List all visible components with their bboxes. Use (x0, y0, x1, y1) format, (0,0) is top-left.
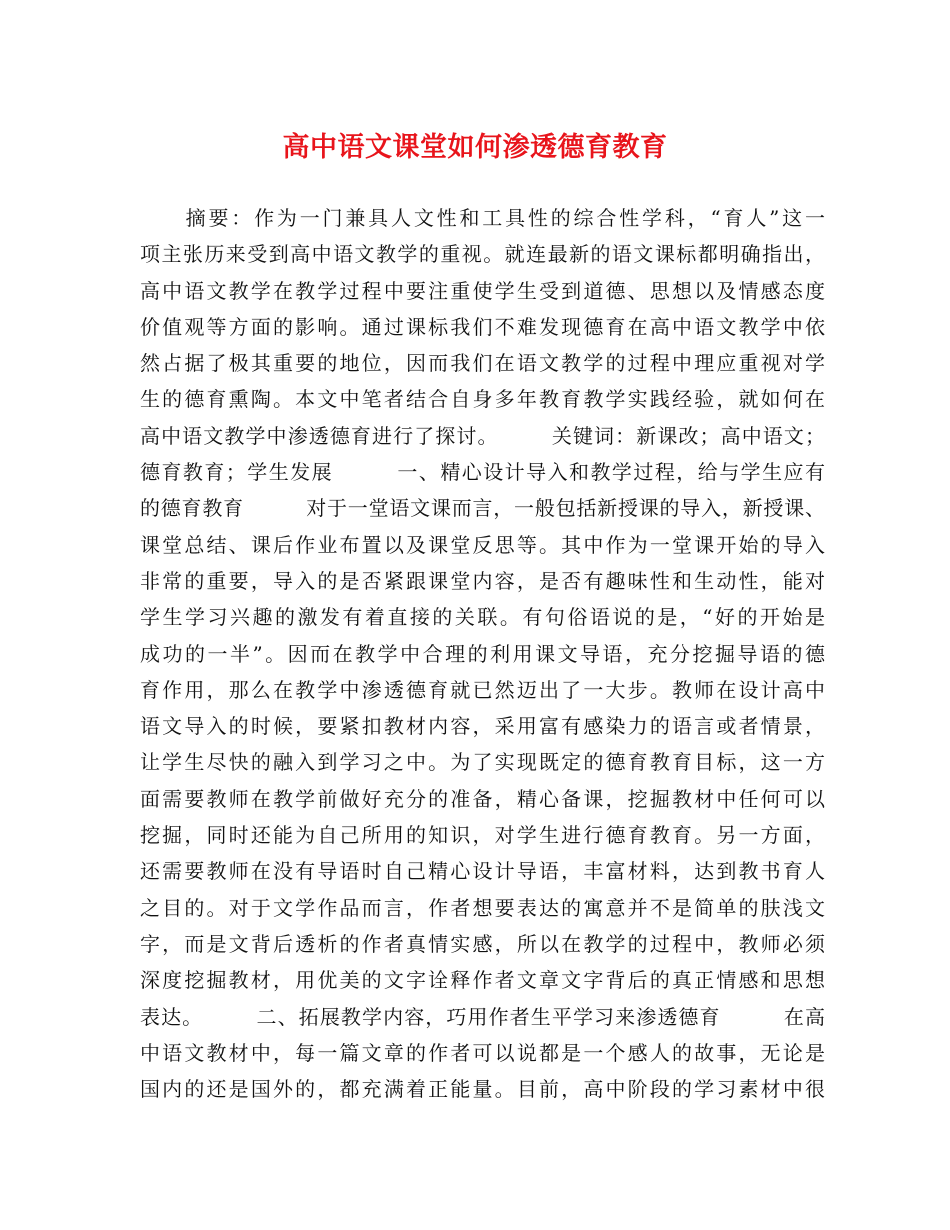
body-line: 国内的还是国外的，都充满着正能量。目前，高中阶段的学习素材中很 (140, 1077, 825, 1102)
body-line: 之目的。对于文学作品而言，作者想要表达的寓意并不是简单的肤浅文 (140, 895, 825, 920)
body-line: 生的德育熏陶。本文中笔者结合自身多年教育教学实践经验，就如何在 (140, 387, 825, 412)
body-line: 育作用，那么在教学中渗透德育就已然迈出了一大步。教师在设计高中 (140, 677, 825, 702)
body-line: 然占据了极其重要的地位，因而我们在语文教学的过程中理应重视对学 (140, 351, 825, 376)
body-line: 的德育教育 对于一堂语文课而言，一般包括新授课的导入，新授课、 (140, 496, 825, 521)
body-line: 挖掘，同时还能为自己所用的知识，对学生进行德育教育。另一方面， (140, 823, 825, 848)
body-line: 表达。 二、拓展教学内容，巧用作者生平学习来渗透德育 在高 (140, 1004, 825, 1029)
body-line: 学生学习兴趣的激发有着直接的关联。有句俗语说的是，“好的开始是 (140, 605, 825, 630)
body-line: 高中语文教学中渗透德育进行了探讨。 关键词：新课改；高中语文； (140, 423, 825, 448)
body-line: 深度挖掘教材，用优美的文字诠释作者文章文字背后的真正情感和思想 (140, 968, 825, 993)
body-line: 非常的重要，导入的是否紧跟课堂内容，是否有趣味性和生动性，能对 (140, 568, 825, 593)
body-line: 还需要教师在没有导语时自己精心设计导语，丰富材料，达到教书育人 (140, 859, 825, 884)
body-line: 价值观等方面的影响。通过课标我们不难发现德育在高中语文教学中依 (140, 314, 825, 339)
body-line: 成功的一半”。因而在教学中合理的利用课文导语，充分挖掘导语的德 (140, 641, 825, 666)
body-line: 让学生尽快的融入到学习之中。为了实现既定的德育教育目标，这一方 (140, 750, 825, 775)
body-line: 高中语文教学在教学过程中要注重使学生受到道德、思想以及情感态度 (140, 278, 825, 303)
body-line: 面需要教师在教学前做好充分的准备，精心备课，挖掘教材中任何可以 (140, 786, 825, 811)
document-body (0, 200, 950, 1107)
body-line: 德育教育；学生发展 一、精心设计导入和教学过程，给与学生应有 (140, 460, 825, 485)
body-line: 中语文教材中，每一篇文章的作者可以说都是一个感人的故事，无论是 (140, 1040, 825, 1065)
body-line: 摘要：作为一门兼具人文性和工具性的综合性学科，“育人”这一 (140, 206, 825, 230)
body-line: 字，而是文背后透析的作者真情实感，所以在教学的过程中，教师必须 (140, 931, 825, 956)
body-line: 课堂总结、课后作业布置以及课堂反思等。其中作为一堂课开始的导入 (140, 532, 825, 557)
body-line: 语文导入的时候，要紧扣教材内容，采用富有感染力的语言或者情景， (140, 714, 825, 739)
body-line: 项主张历来受到高中语文教学的重视。就连最新的语文课标都明确指出， (140, 242, 825, 267)
document-title: 高中语文课堂如何渗透德育教育 (282, 132, 668, 163)
